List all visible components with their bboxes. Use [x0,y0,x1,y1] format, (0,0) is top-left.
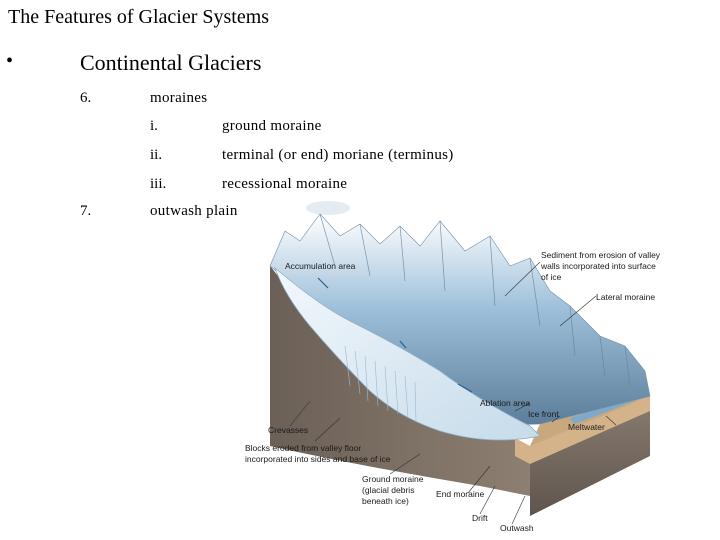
label-blocks-line-1: Blocks eroded from valley floor [245,443,362,453]
label-meltwater: Meltwater [568,422,605,432]
label-ice-front: Ice front [528,409,559,419]
label-ground-moraine: Ground moraine [362,474,424,484]
label-accumulation-area: Accumulation area [285,261,356,271]
item-moraines: moraines [150,90,208,106]
label-blocks-line-2: incorporated into sides and base of ice [245,454,391,464]
section-heading: Continental Glaciers [80,50,262,75]
subitem-ground-moraine: ground moraine [222,118,322,134]
label-sediment-line-3: of ice [541,272,562,282]
glacier-diagram [240,196,710,536]
label-end-moraine: End moraine [436,489,485,499]
label-drift: Drift [472,513,488,523]
label-ground-moraine-line-2: (glacial debris [362,485,415,495]
label-crevasses: Crevasses [268,425,309,435]
subitem-numeral-iii: iii. [150,176,167,192]
item-number-6: 6. [80,90,92,106]
label-lateral-moraine: Lateral moraine [596,292,656,302]
slide-title: The Features of Glacier Systems [8,6,270,28]
item-outwash-plain: outwash plain [150,203,238,219]
bullet-icon: • [6,50,14,72]
subitem-recessional-moraine: recessional moraine [222,176,348,192]
subitem-terminal-moraine: terminal (or end) moriane (terminus) [222,147,454,163]
subitem-numeral-i: i. [150,118,158,134]
label-ground-moraine-line-3: beneath ice) [362,496,409,506]
label-outwash: Outwash [500,523,534,533]
label-sediment-line-1: Sediment from erosion of valley [541,250,661,260]
item-number-7: 7. [80,203,92,219]
cloud-shape [306,201,350,215]
subitem-numeral-ii: ii. [150,147,163,163]
label-ablation-area: Ablation area [480,398,531,408]
label-sediment-line-2: walls incorporated into surface [541,261,656,271]
